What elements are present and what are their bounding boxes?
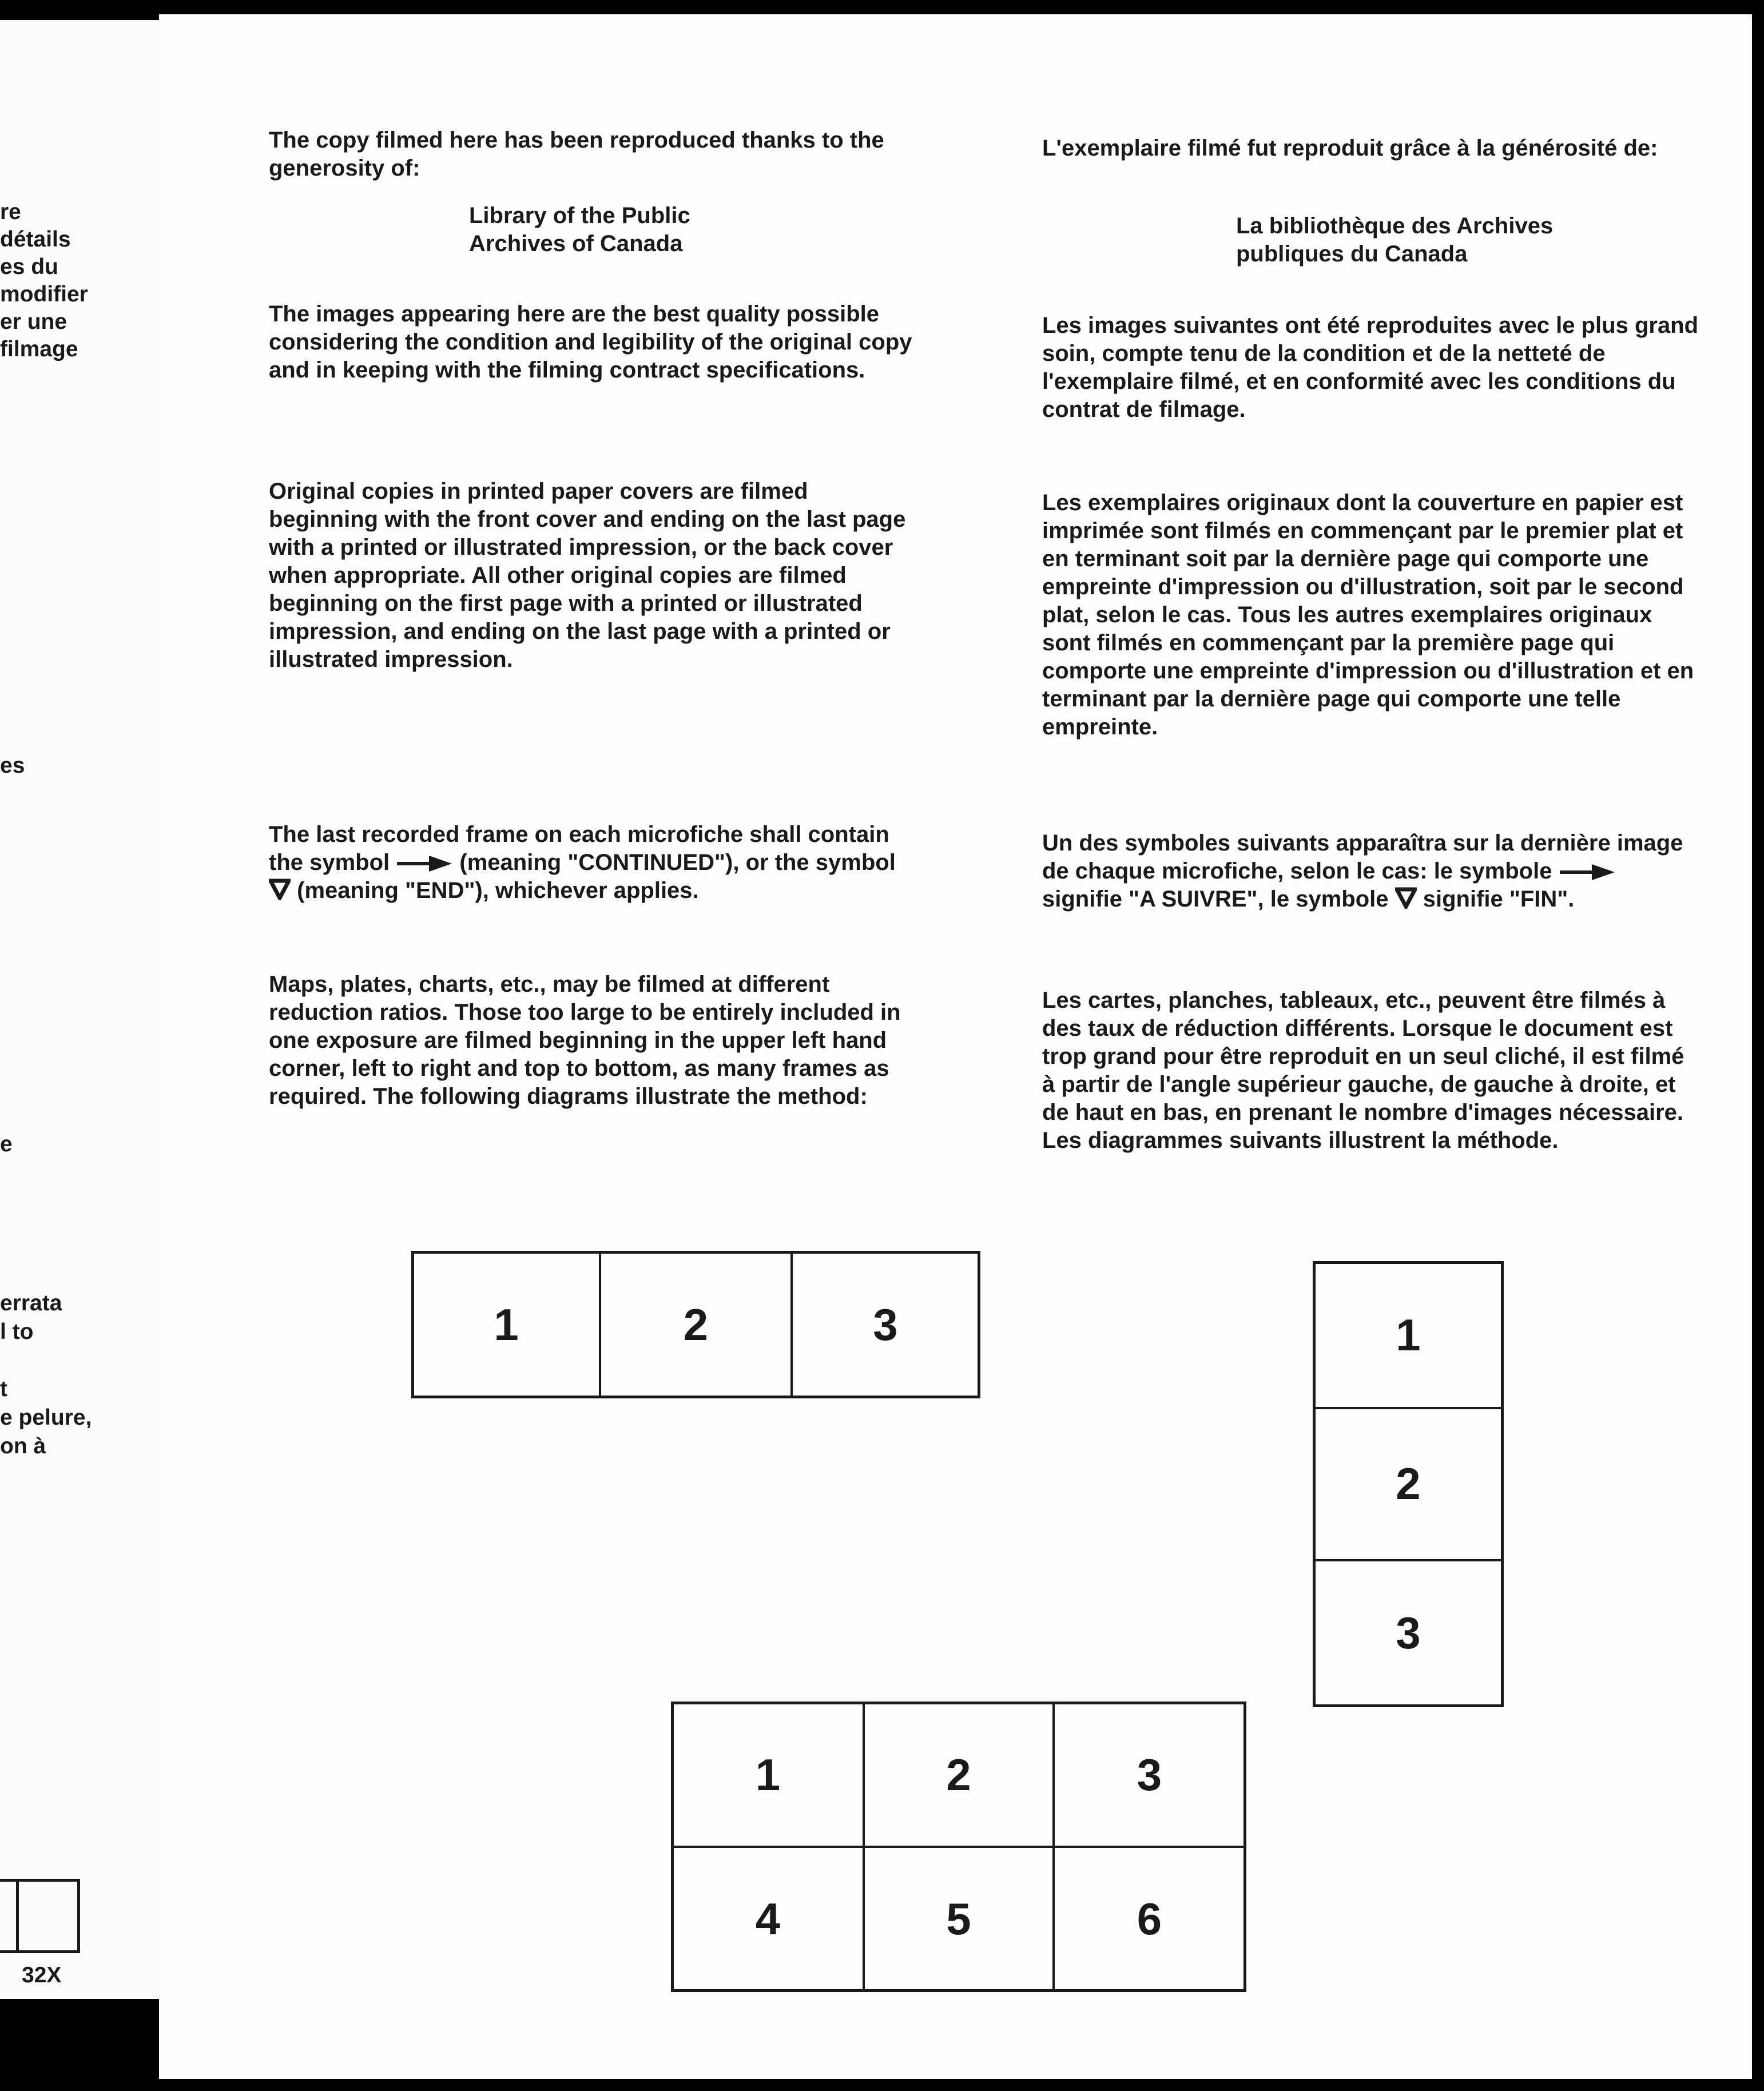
- english-intro: The copy filmed here has been reproduced thanks to the generosity of:: [269, 128, 884, 181]
- english-institution-line2: Archives of Canada: [469, 231, 683, 256]
- main-page: [159, 14, 1752, 2079]
- french-originals-paragraph: Les exemplaires originaux dont la couverture en papier est imprimée sont filmés en commençant par le premier plat et en terminant soit par la dernière page qui comporte une empreinte d'impression ou d'illustration, soit par le second plat, selon le cas. Tous les autres exemplaires originaux sont filmés en commençant par la première page qui comporte une empreinte d'impression ou d'illustration et en terminant par la dernière page qui comporte une telle empreinte.: [1042, 490, 1694, 740]
- continued-arrow-icon: [1559, 861, 1616, 884]
- diagram-frame: 1: [1314, 1263, 1502, 1409]
- left-page-fragment: [0, 20, 159, 1999]
- left-fragment-text: t: [0, 1377, 7, 1401]
- left-fragment-text: er une: [0, 309, 67, 334]
- french-institution-line1: La bibliothèque des Archives: [1236, 213, 1554, 238]
- diagram-frame: 2: [863, 1703, 1055, 1848]
- left-fragment-text: détails: [0, 227, 71, 252]
- english-quality-paragraph: The images appearing here are the best quality possible considering the condition and legibility of the original copy and in keeping with the filming contract specifications.: [269, 301, 912, 383]
- left-fragment-text: errata: [0, 1291, 62, 1315]
- diagram-frame: 3: [1052, 1703, 1245, 1848]
- english-symbol-text-3: (meaning "END"), whichever applies.: [297, 878, 699, 903]
- end-triangle-icon: [1395, 887, 1417, 909]
- french-symbol-text-3: signifie "FIN".: [1423, 887, 1575, 912]
- english-symbol-text-1: The last recorded frame on each microfiche shall contain the symbol: [269, 822, 889, 875]
- end-triangle-icon: [269, 878, 291, 900]
- reduction-label: 32X: [22, 1963, 62, 1987]
- left-fragment-text: es: [0, 753, 25, 778]
- diagram-frame: 3: [1314, 1559, 1502, 1706]
- french-intro: L'exemplaire filmé fut reproduit grâce à la générosité de:: [1042, 136, 1658, 161]
- left-fragment-text: e pelure,: [0, 1405, 92, 1430]
- left-fragment-text: l to: [0, 1319, 34, 1344]
- diagram-frame: 3: [790, 1253, 979, 1397]
- english-maps-paragraph: Maps, plates, charts, etc., may be filmed at different reduction ratios. Those too large to be entirely included in one exposure are filmed beginning in the upper left hand corner, left to right and top to bottom, as many frames as required. The following diagrams illustrate the method:: [269, 972, 901, 1109]
- english-institution-line1: Library of the Public: [469, 203, 690, 228]
- left-fragment-text: on à: [0, 1434, 46, 1458]
- continued-arrow-icon: [396, 852, 453, 875]
- french-symbol-text-1: Un des symboles suivants apparaîtra sur la dernière image de chaque microfiche, selon le cas: le symbole: [1042, 830, 1683, 884]
- french-quality-paragraph: Les images suivantes ont été reproduites avec le plus grand soin, compte tenu de la condition et de la netteté de l'exemplaire filmé, et en conformité avec les conditions du contrat de filmage.: [1042, 313, 1699, 422]
- diagram-frame: 1: [673, 1703, 865, 1848]
- diagram-frame: 6: [1052, 1846, 1245, 1990]
- french-institution-line2: publiques du Canada: [1236, 241, 1468, 267]
- english-symbol-text-2: (meaning "CONTINUED"), or the symbol: [459, 850, 896, 875]
- left-fragment-text: es du: [0, 255, 58, 279]
- diagram-frame: 2: [1314, 1407, 1502, 1562]
- reduction-target-box: [0, 1879, 80, 1953]
- french-symbol-text-2: signifie "A SUIVRE", le symbole: [1042, 887, 1389, 912]
- diagram-grid: [671, 1702, 1246, 1992]
- french-symbol-paragraph: [1042, 829, 1700, 913]
- diagram-horizontal: [411, 1251, 980, 1398]
- left-fragment-text: filmage: [0, 337, 78, 361]
- diagram-frame: 2: [599, 1253, 793, 1397]
- left-fragment-text: modifier: [0, 282, 88, 307]
- diagram-frame: 5: [863, 1846, 1055, 1990]
- left-fragment-text: re: [0, 200, 21, 224]
- left-fragment-text: e: [0, 1132, 13, 1156]
- diagram-vertical: [1313, 1261, 1504, 1707]
- diagram-frame: 4: [673, 1846, 865, 1990]
- english-originals-paragraph: Original copies in printed paper covers are filmed beginning with the front cover and ending on the last page with a printed or illustrated impression, or the back cover when appropriate. All other original copies are filmed beginning on the first page with a printed or illustrated impression, and ending on the last page with a printed or illustrated impression.: [269, 479, 906, 672]
- diagram-frame: 1: [413, 1253, 601, 1397]
- french-maps-paragraph: Les cartes, planches, tableaux, etc., peuvent être filmés à des taux de réduction différents. Lorsque le document est trop grand pour être reproduit en un seul cliché, il est filmé à partir de l'angle supérieur gauche, de gauche à droite, et de haut en bas, en prenant le nombre d'images nécessaire. Les diagrammes suivants illustrent la méthode.: [1042, 988, 1684, 1153]
- english-symbol-paragraph: [269, 821, 921, 905]
